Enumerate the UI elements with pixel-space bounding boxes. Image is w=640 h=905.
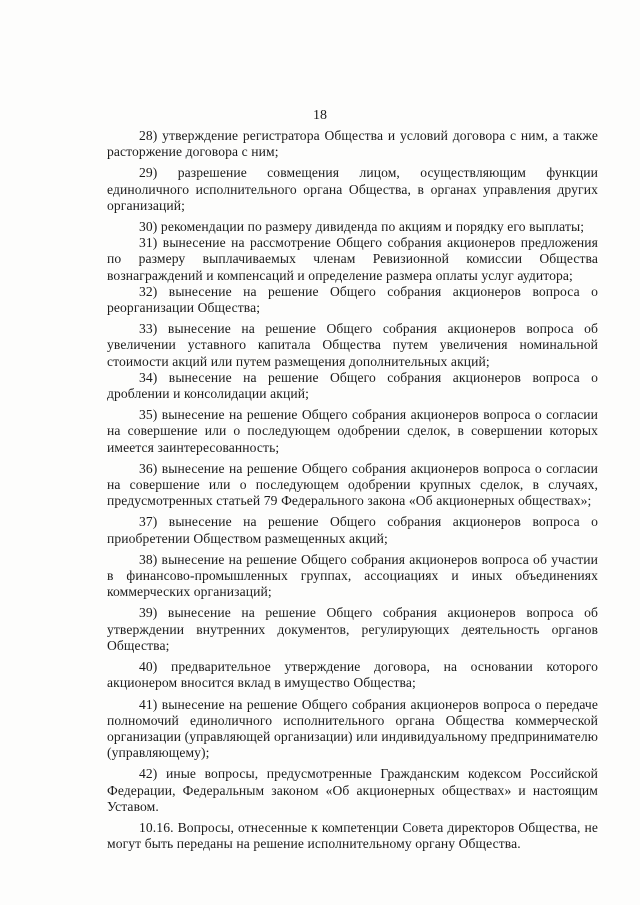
paragraph-item-39: 39) вынесение на решение Общего собрания акционеров вопроса об утверждении внутренних документов, регулирующих деятельность органов Общества; [107,605,598,653]
paragraph-item-31: 31) вынесение на рассмотрение Общего собрания акционеров предложения по размеру выплачиваемых членам Ревизионной комиссии Общества вознаграждений и компенсаций и определение размера оплаты услуг аудитора; [107,235,598,283]
document-body [107,128,598,852]
paragraph-section-10-16: 10.16. Вопросы, отнесенные к компетенции Совета директоров Общества, не могут быть переданы на решение исполнительному органу Общества. [107,819,598,852]
paragraph-item-36: 36) вынесение на решение Общего собрания акционеров вопроса о согласии на совершение или о последующем одобрении крупных сделок, в случаях, предусмотренных статьей 79 Федерального закона «Об акционерных обществах»; [107,460,598,509]
paragraph-item-41: 41) вынесение на решение Общего собрания акционеров вопроса о передаче полномочий единоличного исполнительного органа Общества коммерческой организации (управляющей организации) или индивидуальному предпринимателю (управляющему); [107,696,598,761]
paragraph-item-33: 33) вынесение на решение Общего собрания акционеров вопроса об увеличении уставного капитала Общества путем увеличения номинальной стоимости акций или путем размещения дополнительных акций; [107,321,598,369]
paragraph-item-34: 34) вынесение на решение Общего собрания акционеров вопроса о дроблении и консолидации акций; [107,369,598,402]
paragraph-item-30: 30) рекомендации по размеру дивиденда по акциям и порядку его выплаты; [139,219,585,235]
paragraph-item-40: 40) предварительное утверждение договора, на основании которого акционером вносится вклад в имущество Общества; [107,659,598,691]
paragraph-item-32: 32) вынесение на решение Общего собрания акционеров вопроса о реорганизации Общества; [107,283,598,316]
page-number: 18 [313,108,327,123]
paragraph-item-28: 28) утверждение регистратора Общества и условий договора с ним, а также расторжение договора с ним; [107,128,598,160]
paragraph-item-37: 37) вынесение на решение Общего собрания акционеров вопроса о приобретении Обществом размещенных акций; [107,514,598,546]
paragraph-item-42: 42) иные вопросы, предусмотренные Гражданским кодексом Российской Федерации, Федеральным законом «Об акционерных обществах» и настоящим Уставом. [107,766,598,814]
paragraph-item-29: 29) разрешение совмещения лицом, осуществляющим функции единоличного исполнительного органа Общества, в органах управления других организаций; [107,165,598,213]
paragraph-item-38: 38) вынесение на решение Общего собрания акционеров вопроса об участии в финансово-промышленных группах, ассоциациях и иных объединениях коммерческих организаций; [107,551,598,600]
paragraph-item-35: 35) вынесение на решение Общего собрания акционеров вопроса о согласии на совершение или о последующем одобрении сделок, в совершении которых имеется заинтересованность; [107,407,598,455]
